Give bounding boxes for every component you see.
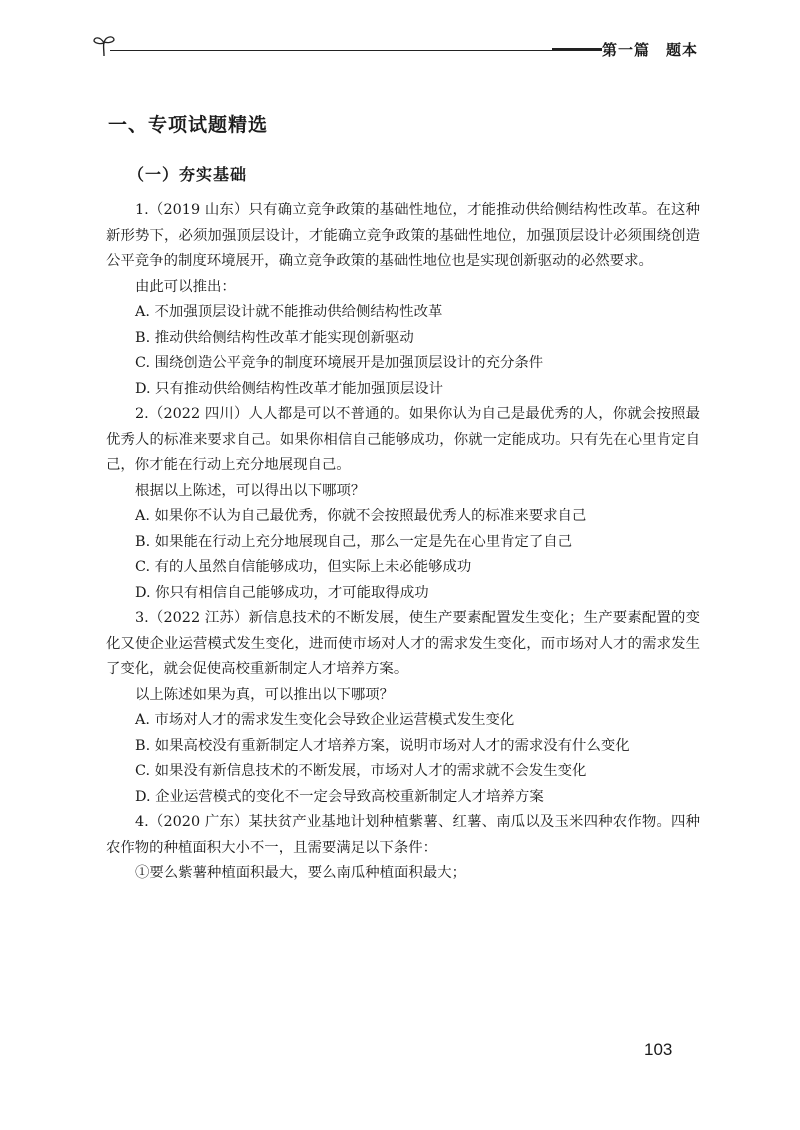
answer-option: D. 企业运营模式的变化不一定会导致高校重新制定人才培养方案 [135, 788, 544, 805]
question-prompt: 由此可以推出： [135, 278, 236, 295]
question-stem: 1.（2019 山东）只有确立竞争政策的基础性地位，才能推动供给侧结构性改革。在这种新形势下，必须加强顶层设计，才能确立竞争政策的基础性地位，加强顶层设计必须围绕创造公平竞争的制度环境展开，确立竞争政策的基础性地位也是实现创新驱动的必然要求。 [106, 202, 700, 269]
answer-option: D. 你只有相信自己能够成功，才可能取得成功 [135, 584, 429, 601]
question-list [106, 198, 700, 887]
section-subheading: （一）夯实基础 [128, 165, 248, 184]
question-condition: ①要么紫薯种植面积最大，要么南瓜种植面积最大； [135, 865, 466, 881]
running-header [92, 30, 698, 70]
answer-option: B. 推动供给侧结构性改革才能实现创新驱动 [135, 329, 414, 346]
question-stem: 2.（2022 四川）人人都是可以不普通的。如果你认为自己是最优秀的人，你就会按照最优秀人的标准来要求自己。如果你相信自己能够成功，你就一定能成功。只有先在心里肯定自己，你才能在行动上充分地展现自己。 [106, 406, 700, 473]
answer-option: D. 只有推动供给侧结构性改革才能加强顶层设计 [135, 380, 443, 397]
answer-option: C. 如果没有新信息技术的不断发展，市场对人才的需求就不会发生变化 [135, 763, 587, 779]
answer-option: A. 如果你不认为自己最优秀，你就不会按照最优秀人的标准来要求自己 [135, 508, 587, 524]
sprout-icon [92, 32, 116, 62]
question-stem: 3.（2022 江苏）新信息技术的不断发展，使生产要素配置发生变化；生产要素配置的变化又使企业运营模式发生变化，进而使市场对人才的需求发生变化，而市场对人才的需求发生了变化，就会促使高校重新制定人才培养方案。 [106, 610, 700, 677]
answer-option: C. 围绕创造公平竞争的制度环境展开是加强顶层设计的充分条件 [135, 355, 544, 371]
answer-option: C. 有的人虽然自信能够成功，但实际上未必能够成功 [135, 559, 472, 575]
question-stem: 4.（2020 广东）某扶贫产业基地计划种植紫薯、红薯、南瓜以及玉米四种农作物。四种农作物的种植面积大小不一，且需要满足以下条件： [106, 814, 700, 856]
section-title: 第一篇 题本 [601, 41, 698, 59]
header-rule [110, 50, 592, 51]
answer-option: B. 如果高校没有重新制定人才培养方案，说明市场对人才的需求没有什么变化 [135, 737, 630, 754]
question-prompt: 根据以上陈述，可以得出以下哪项？ [135, 482, 366, 499]
answer-option: A. 市场对人才的需求发生变化会导致企业运营模式发生变化 [135, 712, 515, 728]
answer-option: A. 不加强顶层设计就不能推动供给侧结构性改革 [135, 304, 443, 320]
header-rule-accent [552, 48, 602, 51]
answer-option: B. 如果能在行动上充分地展现自己，那么一定是先在心里肯定了自己 [135, 533, 573, 550]
page-number: 103 [644, 1040, 673, 1059]
question-prompt: 以上陈述如果为真，可以推出以下哪项？ [135, 686, 395, 703]
chapter-heading: 一、专项试题精选 [108, 114, 269, 136]
